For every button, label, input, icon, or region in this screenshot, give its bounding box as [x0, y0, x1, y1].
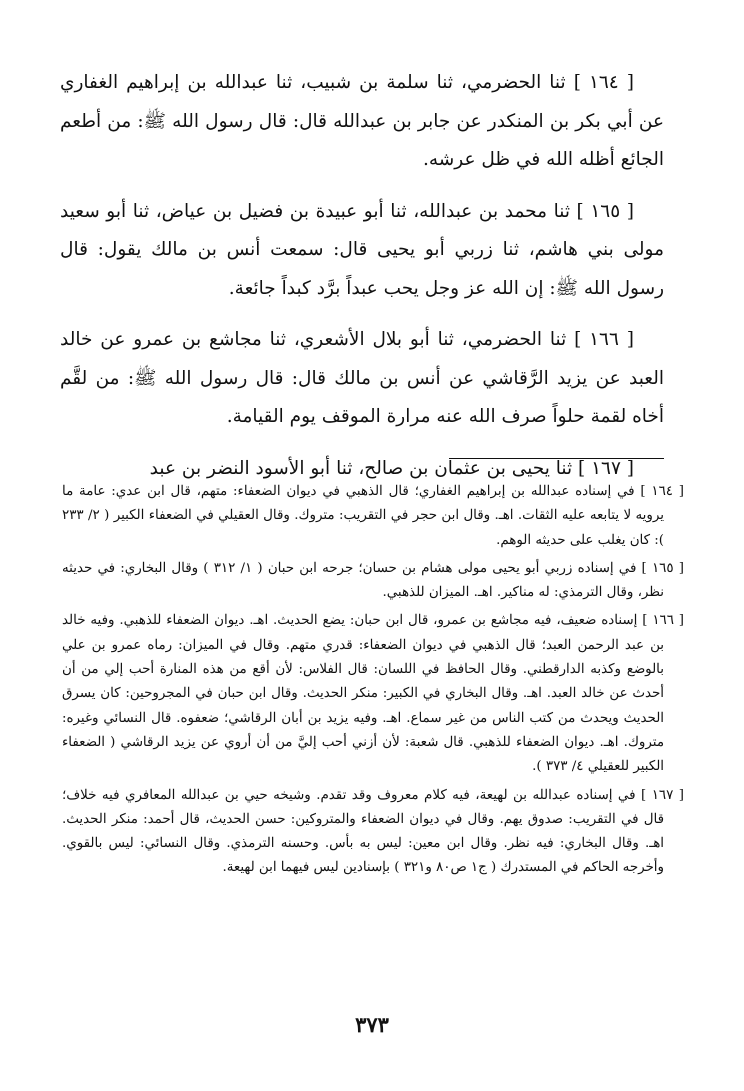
footnote-164: [ ١٦٤ ] في إسناده عبدالله بن إبراهيم الغفاري؛ قال الذهبي في ديوان الضعفاء: متهم، قال ابن عدي: عامة ما يرويه لا يتابعه عليه الثقات. اهـ. وقال ابن حجر في التقريب: متروك. وقال العقيلي في الضعفاء الكبير ( ٢/ ٢٣٣ ): كان يغلب على حديثه الوهم. — [62, 484, 684, 548]
footnote-separator — [449, 458, 664, 459]
hadith-166: [ ١٦٦ ] ثنا الحضرمي، ثنا أبو بلال الأشعري، ثنا مجاشع بن عمرو عن خالد العبد عن يزيد الرَّقاشي عن أنس بن مالك قال: قال رسول الله ﷺ: من لقَّم أخاه لقمة حلواً صرف الله عنه مرارة الموقف يوم القيامة. — [60, 329, 664, 427]
hadith-164: [ ١٦٤ ] ثنا الحضرمي، ثنا سلمة بن شبيب، ثنا عبدالله بن إبراهيم الغفاري عن أبي بكر بن المنكدر عن جابر بن عبدالله قال: قال رسول الله ﷺ: من أطعم الجائع أظله الله في ظل عرشه. — [60, 72, 664, 170]
footnote-167: [ ١٦٧ ] في إسناده عبدالله بن لهيعة، فيه كلام معروف وقد تقدم. وشيخه حيي بن عبدالله المعافري فيه خلاف؛ قال في التقريب: صدوق يهم. وقال في ديوان الضعفاء والمتروكين: حسن الحديث، قال أحمد: منكر الحديث. اهـ. وقال البخاري: فيه نظر. وقال ابن معين: ليس به بأس. وحسنه الترمذي. وقال النسائي: ليس بالقوي. وأخرجه الحاكم في المستدرك ( ج١ ص٨٠ و٣٢١ ) بإسنادين ليس فيهما ابن لهيعة. — [62, 787, 684, 876]
hadith-167: [ ١٦٧ ] ثنا يحيى بن عثمان بن صالح، ثنا أبو الأسود النضر بن عبد — [149, 457, 634, 479]
footnotes-block — [62, 480, 684, 885]
footnote-165: [ ١٦٥ ] في إسناده زربي أبو يحيى مولى هشام بن حسان؛ جرحه ابن حبان ( ١/ ٣١٢ ) وقال البخاري: في حديثه نظر، وقال الترمذي: له مناكير. اهـ. الميزان للذهبي. — [62, 560, 684, 601]
page-number: ٣٧٣ — [355, 1012, 389, 1037]
hadith-165: [ ١٦٥ ] ثنا محمد بن عبدالله، ثنا أبو عبيدة بن فضيل بن عياض، ثنا أبو سعيد مولى بني هاشم، ثنا زربي أبو يحيى قال: سمعت أنس بن مالك يقول: قال رسول الله ﷺ: إن الله عز وجل يحب عبداً برَّد كبداً جائعة. — [60, 200, 664, 299]
footnote-166: [ ١٦٦ ] إسناده ضعيف، فيه مجاشع بن عمرو، قال ابن حبان: يضع الحديث. اهـ. ديوان الضعفاء للذهبي. وفيه خالد بن عبد الرحمن العبد؛ قال الذهبي في ديوان الضعفاء: قدري متهم. وقال في الميزان: رماه عمرو بن علي بالوضع وكذبه الدارقطني. وقال الحافظ في اللسان: قال الفلاس: لأن أقع من هذه المنارة أحب إلي من أن أحدث عن خالد العبد. اهـ. وقال البخاري في الكبير: منكر الحديث. وقال ابن حبان في المجروحين: كان يسرق الحديث ويحدث من كتب الناس من غير سماع. اهـ. وفيه يزيد بن أبان الرقاشي؛ ضعفوه. قال النسائي وغيره: متروك. اهـ. ديوان الضعفاء للذهبي. قال شعبة: لأن أزني أحب إليَّ من أن أروي عن يزيد الرقاشي ( الضعفاء الكبير للعقيلي ٤/ ٣٧٣ ). — [62, 613, 684, 775]
hadith-text-block — [60, 64, 664, 501]
